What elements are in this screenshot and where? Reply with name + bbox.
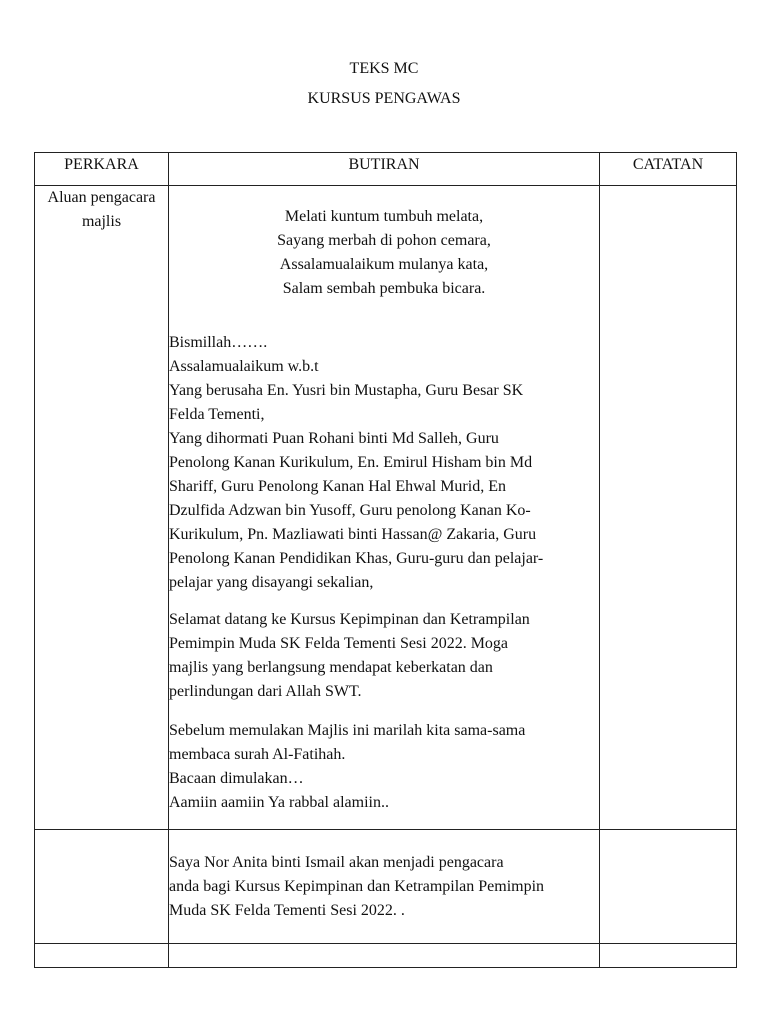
table-row	[35, 186, 737, 830]
table-row	[35, 944, 737, 968]
perkara-text-line: Aluan pengacara	[47, 189, 156, 206]
pantun-verse	[169, 186, 599, 301]
text-line: Aamiin aamiin Ya rabbal alamiin..	[169, 794, 389, 811]
text-line: Kurikulum, Pn. Mazliawati binti Hassan@ Zakaria, Guru	[169, 526, 537, 543]
text-line: Felda Tementi,	[169, 406, 265, 423]
perkara-cell	[35, 830, 169, 944]
perkara-text-line: majlis	[81, 213, 122, 230]
mc-script-table	[34, 152, 737, 968]
text-line: anda bagi Kursus Kepimpinan dan Ketrampilan Pemimpin	[169, 878, 545, 895]
table-header-row	[35, 153, 737, 186]
text-line: majlis yang berlangsung mendapat keberkatan dan	[169, 659, 493, 676]
text-line: Assalamualaikum w.b.t	[169, 358, 319, 375]
pantun-line: Assalamualaikum mulanya kata,	[279, 256, 489, 273]
table-row	[35, 830, 737, 944]
text-line: perlindungan dari Allah SWT.	[169, 683, 362, 700]
butiran-cell	[169, 944, 600, 968]
text-line: Yang berusaha En. Yusri bin Mustapha, Guru Besar SK	[169, 382, 524, 399]
header-perkara: PERKARA	[35, 153, 169, 186]
text-line: pelajar yang disayangi sekalian,	[169, 574, 374, 591]
butiran-cell	[169, 186, 600, 830]
text-line: membaca surah Al-Fatihah.	[169, 746, 346, 763]
pantun-line: Melati kuntum tumbuh melata,	[284, 208, 484, 225]
perkara-cell	[35, 186, 169, 830]
catatan-cell	[600, 186, 737, 830]
text-line: Shariff, Guru Penolong Kanan Hal Ehwal Murid, En	[169, 478, 506, 495]
text-line: Selamat datang ke Kursus Kepimpinan dan Ketrampilan	[169, 611, 530, 628]
pantun-line: Salam sembah pembuka bicara.	[282, 280, 486, 297]
welcome-paragraph	[169, 608, 599, 704]
text-line: Pemimpin Muda SK Felda Tementi Sesi 2022. Moga	[169, 635, 509, 652]
text-line: Bismillah…….	[169, 334, 268, 351]
text-line: Saya Nor Anita binti Ismail akan menjadi pengacara	[169, 854, 504, 871]
document-title: TEKS MC	[349, 60, 419, 77]
document-subtitle: KURSUS PENGAWAS	[307, 90, 461, 107]
pantun-line: Sayang merbah di pohon cemara,	[277, 232, 491, 249]
text-line: Yang dihormati Puan Rohani binti Md Salleh, Guru	[169, 430, 499, 447]
text-line: Muda SK Felda Tementi Sesi 2022. .	[169, 902, 405, 919]
perkara-cell	[35, 944, 169, 968]
header-butiran: BUTIRAN	[169, 153, 600, 186]
text-line: Penolong Kanan Pendidikan Khas, Guru-guru dan pelajar-	[169, 550, 544, 567]
opening-greeting	[169, 331, 599, 595]
text-line: Sebelum memulakan Majlis ini marilah kita sama-sama	[169, 722, 526, 739]
catatan-cell	[600, 830, 737, 944]
header-catatan: CATATAN	[600, 153, 737, 186]
catatan-cell	[600, 944, 737, 968]
butiran-cell	[169, 830, 600, 944]
text-line: Dzulfida Adzwan bin Yusoff, Guru penolong Kanan Ko-	[169, 502, 531, 519]
text-line: Bacaan dimulakan…	[169, 770, 304, 787]
fatihah-paragraph	[169, 719, 599, 815]
mc-introduction	[169, 830, 599, 923]
text-line: Penolong Kanan Kurikulum, En. Emirul Hisham bin Md	[169, 454, 533, 471]
